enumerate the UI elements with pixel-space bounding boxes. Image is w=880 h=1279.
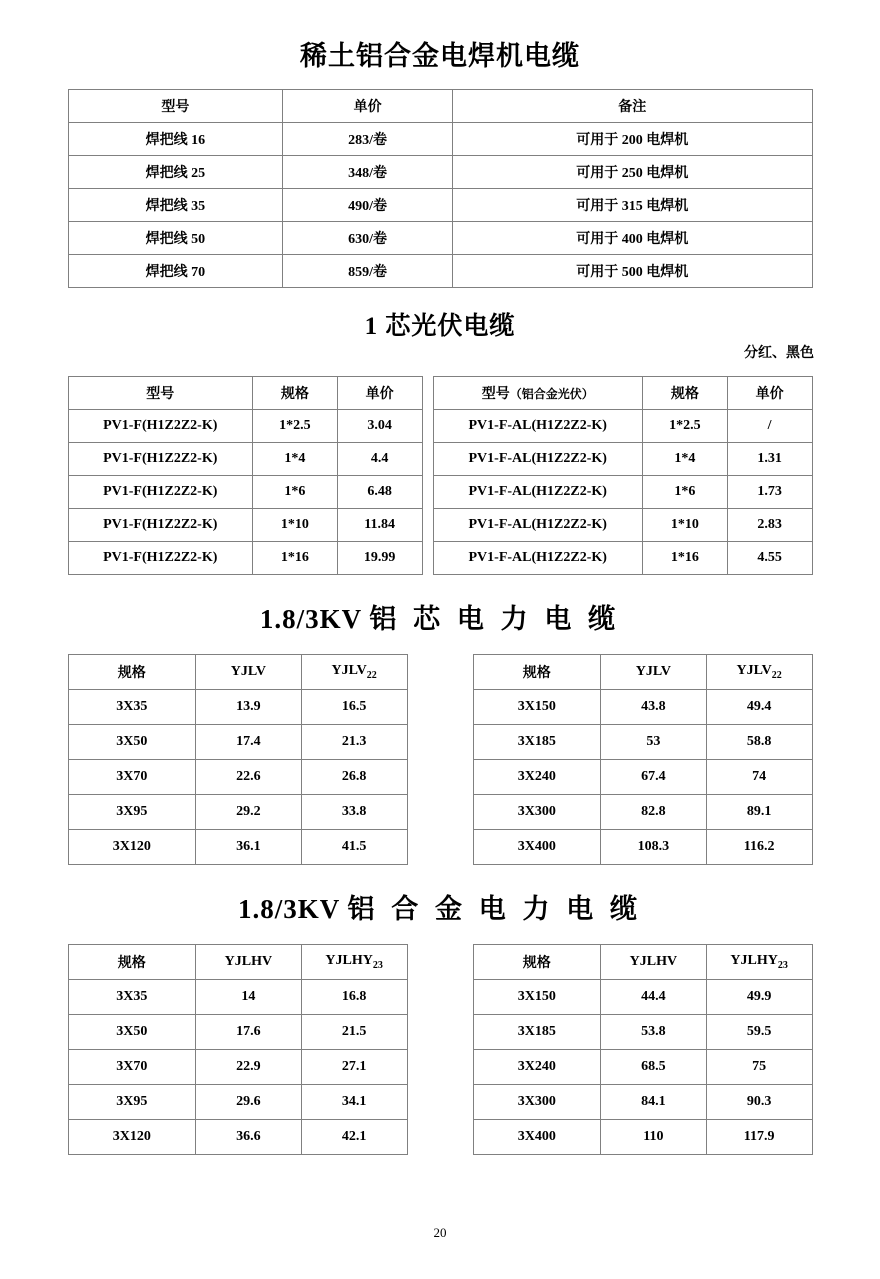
- title-body: 铝 合 金 电 力 电 缆: [347, 894, 642, 924]
- column-header-main: YJLV: [736, 663, 772, 679]
- column-header-main: YJLV: [331, 663, 367, 679]
- table-cell: 49.4: [706, 690, 812, 725]
- table-cell: 3X185: [473, 725, 601, 760]
- table-header-row: [68, 90, 812, 123]
- section-title-aluminum-alloy-power-cable: [0, 887, 880, 926]
- section-title-aluminum-core-power-cable: [0, 597, 880, 636]
- column-header-main: YJLHY: [730, 953, 778, 969]
- table-cell: 1.73: [727, 476, 812, 509]
- column-header: 单价: [727, 377, 812, 410]
- table-cell: 17.4: [196, 725, 302, 760]
- column-header: YJLV: [601, 655, 707, 690]
- table-row: [68, 189, 812, 222]
- table-cell: 3X50: [68, 725, 196, 760]
- table-cell: 22.6: [196, 760, 302, 795]
- table-cell: 16.8: [301, 980, 407, 1015]
- table-cell: 1*4: [642, 443, 727, 476]
- table-cell: 89.1: [706, 795, 812, 830]
- table-cell: 21.3: [301, 725, 407, 760]
- table-cell: PV1-F(H1Z2Z2-K): [68, 509, 252, 542]
- table-row: [473, 980, 812, 1015]
- table-row: [473, 690, 812, 725]
- table-cell: 68.5: [601, 1050, 707, 1085]
- table-cell: 49.9: [706, 980, 812, 1015]
- table-row: [68, 1015, 407, 1050]
- table-cell: 11.84: [337, 509, 422, 542]
- table-cell: 53: [601, 725, 707, 760]
- table-cell: 1*6: [642, 476, 727, 509]
- column-header: [706, 655, 812, 690]
- column-header-sub: 23: [372, 959, 383, 971]
- table-cell: 14: [196, 980, 302, 1015]
- table-row: [68, 980, 407, 1015]
- table-pv-copper: [68, 376, 423, 575]
- table-cell: 16.5: [301, 690, 407, 725]
- table-row: [68, 509, 422, 542]
- column-header: [433, 377, 642, 410]
- table-cell: 3X70: [68, 1050, 196, 1085]
- table-cell: 焊把线 70: [68, 255, 283, 288]
- table-cell: 13.9: [196, 690, 302, 725]
- table-cell: 29.6: [196, 1085, 302, 1120]
- table-cell: 75: [706, 1050, 812, 1085]
- table-pv-aluminum-alloy: [433, 376, 813, 575]
- table-cell: 3X35: [68, 690, 196, 725]
- table-cell: PV1-F-AL(H1Z2Z2-K): [433, 476, 642, 509]
- table-cell: 3X400: [473, 1120, 601, 1155]
- table-cell: 3.04: [337, 410, 422, 443]
- column-header: 规格: [68, 655, 196, 690]
- table-row: [68, 476, 422, 509]
- table-row: [68, 690, 407, 725]
- table-row: [68, 1120, 407, 1155]
- table-header-row: [68, 377, 422, 410]
- table-cell: 3X185: [473, 1015, 601, 1050]
- table-yjlhv-left: [68, 944, 408, 1155]
- table-cell: 34.1: [301, 1085, 407, 1120]
- table-cell: 27.1: [301, 1050, 407, 1085]
- page-number: 20: [433, 1225, 447, 1240]
- table-cell: 3X300: [473, 1085, 601, 1120]
- table-cell: 74: [706, 760, 812, 795]
- table-cell: 1*4: [252, 443, 337, 476]
- table-cell: /: [727, 410, 812, 443]
- table-cell: 3X35: [68, 980, 196, 1015]
- table-cell: 1*10: [642, 509, 727, 542]
- table-header-row: [68, 655, 407, 690]
- table-row: [68, 830, 407, 865]
- table-cell: 焊把线 50: [68, 222, 283, 255]
- table-cell: 3X120: [68, 1120, 196, 1155]
- table-cell: 3X150: [473, 980, 601, 1015]
- table-cell: PV1-F-AL(H1Z2Z2-K): [433, 410, 642, 443]
- table-cell: 116.2: [706, 830, 812, 865]
- section-title-welding-cable: 稀土铝合金电焊机电缆: [300, 41, 580, 71]
- table-header-row: [68, 945, 407, 980]
- column-header: 型号: [68, 90, 283, 123]
- table-cell: 4.4: [337, 443, 422, 476]
- table-cell: 33.8: [301, 795, 407, 830]
- table-cell: 630/卷: [283, 222, 453, 255]
- table-header-row: [473, 655, 812, 690]
- table-cell: 59.5: [706, 1015, 812, 1050]
- table-cell: 17.6: [196, 1015, 302, 1050]
- pv-color-note: 分红、黑色: [744, 346, 814, 361]
- table-cell: 19.99: [337, 542, 422, 575]
- table-cell: 1*16: [252, 542, 337, 575]
- table-cell: 43.8: [601, 690, 707, 725]
- column-header: 单价: [337, 377, 422, 410]
- table-cell: 29.2: [196, 795, 302, 830]
- table-cell: 44.4: [601, 980, 707, 1015]
- table-cell: 58.8: [706, 725, 812, 760]
- table-cell: 53.8: [601, 1015, 707, 1050]
- table-cell: 可用于 500 电焊机: [452, 255, 812, 288]
- column-header: 规格: [642, 377, 727, 410]
- table-cell: 3X95: [68, 795, 196, 830]
- column-header: [301, 655, 407, 690]
- table-cell: 82.8: [601, 795, 707, 830]
- table-row: [473, 1050, 812, 1085]
- table-row: [473, 1015, 812, 1050]
- table-cell: 1*16: [642, 542, 727, 575]
- table-row: [68, 542, 422, 575]
- table-row: [68, 1085, 407, 1120]
- column-header-sub: 22: [771, 669, 782, 681]
- table-cell: 42.1: [301, 1120, 407, 1155]
- section-title-pv-cable: 1 芯光伏电缆: [364, 313, 516, 340]
- table-cell: 焊把线 16: [68, 123, 283, 156]
- table-row: [433, 476, 812, 509]
- column-header: 规格: [68, 945, 196, 980]
- table-row: [68, 760, 407, 795]
- column-header: YJLHV: [196, 945, 302, 980]
- table-cell: 3X240: [473, 760, 601, 795]
- table-cell: 3X70: [68, 760, 196, 795]
- table-cell: 348/卷: [283, 156, 453, 189]
- table-cell: 4.55: [727, 542, 812, 575]
- table-row: [433, 410, 812, 443]
- column-header: 规格: [473, 655, 601, 690]
- table-cell: PV1-F(H1Z2Z2-K): [68, 410, 252, 443]
- table-cell: PV1-F-AL(H1Z2Z2-K): [433, 443, 642, 476]
- table-cell: 3X150: [473, 690, 601, 725]
- column-header-main: YJLHY: [325, 953, 373, 969]
- table-cell: 1*10: [252, 509, 337, 542]
- table-yjlv-left: [68, 654, 408, 865]
- table-cell: 3X50: [68, 1015, 196, 1050]
- table-row: [473, 1120, 812, 1155]
- table-cell: 26.8: [301, 760, 407, 795]
- aluminum-core-tables-container: [68, 654, 813, 865]
- table-row: [473, 760, 812, 795]
- table-header-row: [473, 945, 812, 980]
- table-cell: 21.5: [301, 1015, 407, 1050]
- column-header: [706, 945, 812, 980]
- table-cell: 859/卷: [283, 255, 453, 288]
- column-header: 规格: [252, 377, 337, 410]
- table-cell: PV1-F(H1Z2Z2-K): [68, 476, 252, 509]
- table-cell: 1.31: [727, 443, 812, 476]
- table-header-row: [433, 377, 812, 410]
- table-cell: 108.3: [601, 830, 707, 865]
- table-cell: PV1-F-AL(H1Z2Z2-K): [433, 542, 642, 575]
- table-cell: 1*2.5: [252, 410, 337, 443]
- table-cell: 117.9: [706, 1120, 812, 1155]
- column-header: 单价: [283, 90, 453, 123]
- column-header: 型号: [68, 377, 252, 410]
- table-row: [68, 725, 407, 760]
- pv-tables-container: [68, 376, 813, 575]
- table-cell: 6.48: [337, 476, 422, 509]
- table-row: [68, 255, 812, 288]
- table-row: [68, 795, 407, 830]
- table-row: [68, 1050, 407, 1085]
- table-cell: 1*6: [252, 476, 337, 509]
- column-header-sub: 23: [777, 959, 788, 971]
- table-cell: 36.6: [196, 1120, 302, 1155]
- column-header: 备注: [452, 90, 812, 123]
- table-cell: 可用于 200 电焊机: [452, 123, 812, 156]
- table-cell: 90.3: [706, 1085, 812, 1120]
- table-row: [473, 1085, 812, 1120]
- table-cell: 焊把线 25: [68, 156, 283, 189]
- table-cell: 283/卷: [283, 123, 453, 156]
- table-welding-cable: [68, 89, 813, 288]
- table-row: [433, 509, 812, 542]
- table-yjlv-right: [473, 654, 813, 865]
- table-cell: 3X400: [473, 830, 601, 865]
- table-cell: 41.5: [301, 830, 407, 865]
- column-header-sub: 22: [366, 669, 377, 681]
- table-cell: 可用于 315 电焊机: [452, 189, 812, 222]
- table-cell: 3X300: [473, 795, 601, 830]
- table-cell: 3X240: [473, 1050, 601, 1085]
- column-header: YJLHV: [601, 945, 707, 980]
- aluminum-alloy-tables-container: [68, 944, 813, 1155]
- table-cell: 2.83: [727, 509, 812, 542]
- table-cell: PV1-F(H1Z2Z2-K): [68, 443, 252, 476]
- column-header-sub: （铝合金光伏）: [509, 387, 594, 401]
- table-row: [433, 443, 812, 476]
- table-row: [473, 795, 812, 830]
- table-cell: 可用于 400 电焊机: [452, 222, 812, 255]
- table-row: [68, 222, 812, 255]
- table-row: [473, 830, 812, 865]
- column-header: 规格: [473, 945, 601, 980]
- table-row: [68, 123, 812, 156]
- column-header: YJLV: [196, 655, 302, 690]
- table-cell: 1*2.5: [642, 410, 727, 443]
- table-cell: 焊把线 35: [68, 189, 283, 222]
- table-cell: 36.1: [196, 830, 302, 865]
- table-yjlhv-right: [473, 944, 813, 1155]
- table-cell: PV1-F-AL(H1Z2Z2-K): [433, 509, 642, 542]
- table-row: [433, 542, 812, 575]
- table-cell: 可用于 250 电焊机: [452, 156, 812, 189]
- table-cell: 110: [601, 1120, 707, 1155]
- table-cell: 3X120: [68, 830, 196, 865]
- table-cell: 3X95: [68, 1085, 196, 1120]
- table-cell: 84.1: [601, 1085, 707, 1120]
- table-row: [68, 156, 812, 189]
- table-row: [68, 443, 422, 476]
- title-prefix: 1.8/3KV: [259, 604, 362, 634]
- table-row: [473, 725, 812, 760]
- table-cell: 490/卷: [283, 189, 453, 222]
- table-cell: 22.9: [196, 1050, 302, 1085]
- document-page: [0, 34, 880, 1279]
- table-cell: PV1-F(H1Z2Z2-K): [68, 542, 252, 575]
- column-header-main: 型号: [481, 387, 510, 402]
- title-body: 铝 芯 电 力 电 缆: [369, 604, 621, 634]
- table-cell: 67.4: [601, 760, 707, 795]
- table-row: [68, 410, 422, 443]
- column-header: [301, 945, 407, 980]
- title-prefix: 1.8/3KV: [237, 894, 340, 924]
